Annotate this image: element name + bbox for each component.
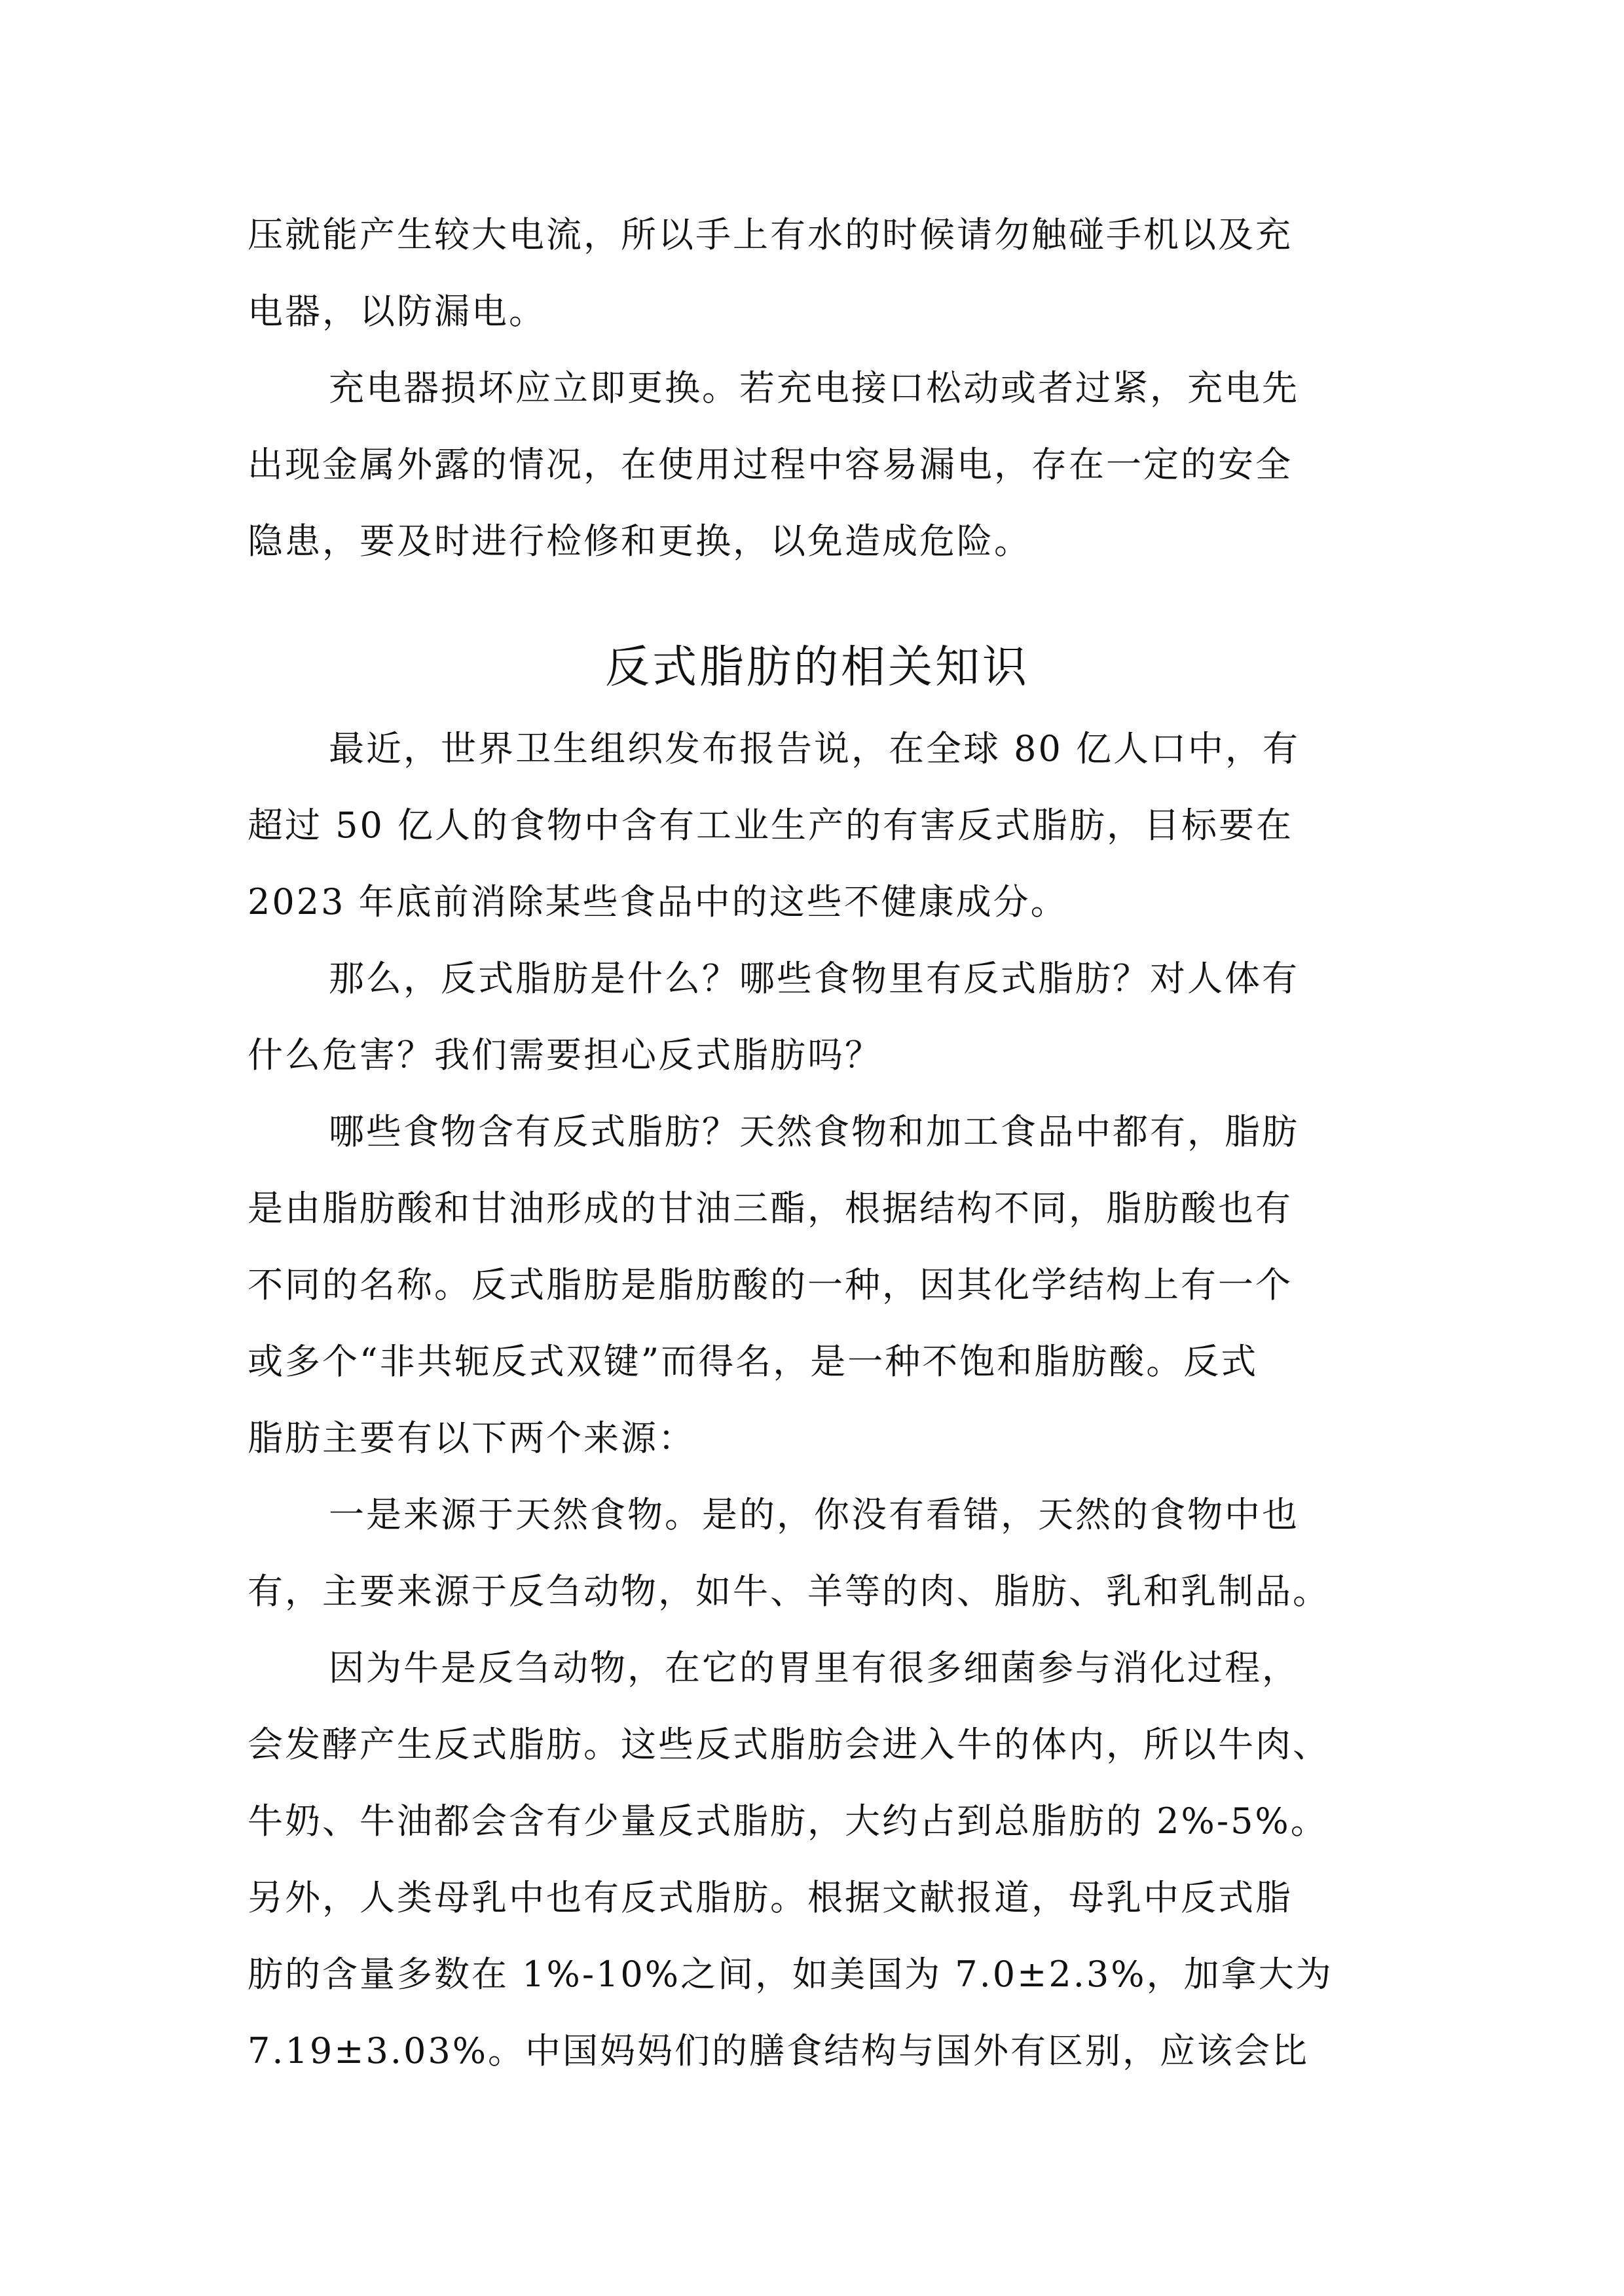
text-line: 2023 年底前消除某些食品中的这些不健康成分。 [248, 881, 1068, 922]
text-line: 是由脂肪酸和甘油形成的甘油三酯，根据结构不同，脂肪酸也有 [248, 1188, 1293, 1229]
text-line: 电器，以防漏电。 [248, 291, 546, 332]
text-line: 充电器损坏应立即更换。若充电接口松动或者过紧，充电先 [329, 367, 1299, 409]
text-line: 哪些食物含有反式脂肪？天然食物和加工食品中都有，脂肪 [329, 1111, 1299, 1152]
document-page [248, 196, 1387, 2089]
text-line: 那么，反式脂肪是什么？哪些食物里有反式脂肪？对人体有 [329, 958, 1299, 999]
text-line: 压就能产生较大电流，所以手上有水的时候请勿触碰手机以及充 [248, 214, 1293, 255]
text-line: 另外，人类母乳中也有反式脂肪。根据文献报道，母乳中反式脂 [248, 1877, 1293, 1918]
text-line: 7.19±3.03%。中国妈妈们的膳食结构与国外有区别，应该会比 [248, 2030, 1310, 2071]
section-title: 反式脂肪的相关知识 [604, 642, 1029, 693]
text-line: 超过 50 亿人的食物中含有工业生产的有害反式脂肪，目标要在 [248, 805, 1294, 846]
text-line: 脂肪主要有以下两个来源： [248, 1417, 695, 1459]
text-line: 牛奶、牛油都会含有少量反式脂肪，大约占到总脂肪的 2%-5%。 [248, 1800, 1328, 1842]
text-line: 隐患，要及时进行检修和更换，以免造成危险。 [248, 520, 1031, 562]
text-line: 最近，世界卫生组织发布报告说，在全球 80 亿人口中，有 [329, 728, 1301, 769]
text-line: 一是来源于天然食物。是的，你没有看错，天然的食物中也 [329, 1494, 1299, 1535]
text-line: 或多个“非共轭反式双键”而得名，是一种不饱和脂肪酸。反式 [248, 1341, 1259, 1382]
text-line: 肪的含量多数在 1%-10%之间，如美国为 7.0±2.3%，加拿大为 [248, 1954, 1333, 1995]
text-line: 有，主要来源于反刍动物，如牛、羊等的肉、脂肪、乳和乳制品。 [248, 1571, 1330, 1612]
text-line: 会发酵产生反式脂肪。这些反式脂肪会进入牛的体内，所以牛肉、 [248, 1724, 1330, 1765]
text-line: 因为牛是反刍动物，在它的胃里有很多细菌参与消化过程， [329, 1647, 1299, 1688]
text-line: 什么危害？我们需要担心反式脂肪吗？ [248, 1034, 882, 1076]
text-line: 出现金属外露的情况，在使用过程中容易漏电，存在一定的安全 [248, 444, 1293, 485]
text-line: 不同的名称。反式脂肪是脂肪酸的一种，因其化学结构上有一个 [248, 1264, 1293, 1305]
